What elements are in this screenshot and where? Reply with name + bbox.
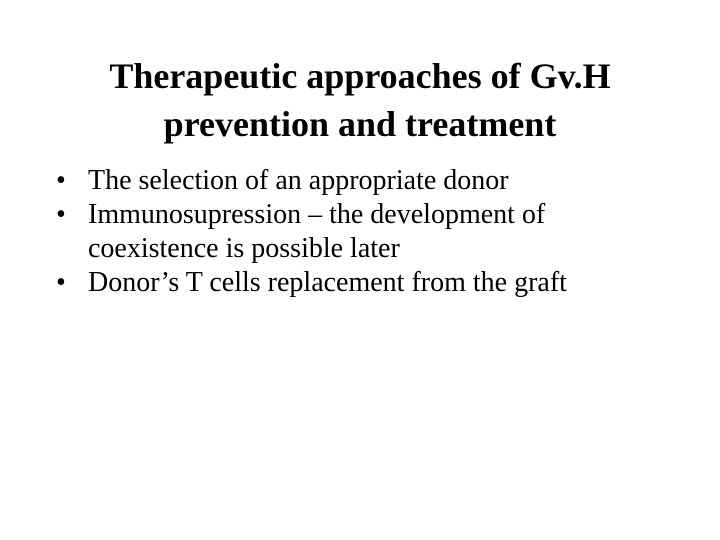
bullet-text-line-2: coexistence is possible later: [88, 233, 400, 264]
bullet-item-t-cells-replacement: [54, 266, 694, 300]
bullet-text-line-1: Immunosupression – the development of: [88, 199, 546, 230]
title-line-1: Therapeutic approaches of Gv.H: [109, 56, 611, 96]
slide-title: [0, 52, 720, 148]
bullet-list: [54, 164, 694, 300]
bullet-text: Donor’s T cells replacement from the graft: [88, 267, 567, 298]
bullet-icon: •: [56, 165, 66, 196]
bullet-text: The selection of an appropriate donor: [88, 165, 509, 196]
bullet-icon: •: [56, 199, 66, 230]
bullet-item-immunosupression: [54, 198, 694, 266]
bullet-item-donor-selection: [54, 164, 694, 198]
title-line-2: prevention and treatment: [163, 104, 557, 144]
bullet-icon: •: [56, 267, 66, 298]
